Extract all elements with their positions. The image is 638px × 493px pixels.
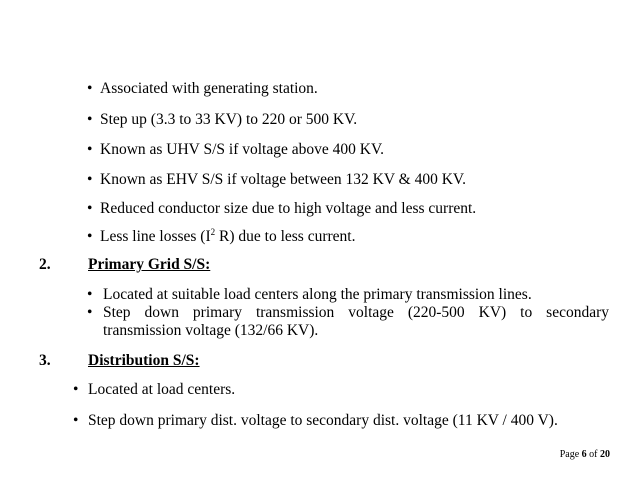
bullet-dot: • (73, 412, 79, 429)
superscript: 2 (210, 226, 216, 237)
list-item: Step down primary transmission voltage (220-500 KV) to secondary (103, 304, 609, 321)
list-item: Located at suitable load centers along the primary transmission lines. (103, 286, 532, 303)
page-of: of (589, 449, 598, 460)
list-item: Known as UHV S/S if voltage above 400 KV. (100, 141, 385, 158)
section-heading: Primary Grid S/S: (88, 256, 211, 273)
list-item: Located at load centers. (88, 381, 236, 398)
page-total: 20 (600, 449, 610, 460)
section-number: 2. (39, 256, 51, 273)
bullet-dot: • (87, 171, 93, 188)
list-item-text: R) due to less current. (215, 228, 356, 245)
section-heading: Distribution S/S: (88, 352, 200, 369)
bullet-dot: • (87, 228, 93, 245)
bullet-dot: • (73, 381, 79, 398)
section-number: 3. (39, 352, 51, 369)
page-current: 6 (581, 449, 587, 460)
list-item: Reduced conductor size due to high voltage and less current. (100, 200, 477, 217)
page-number (560, 449, 610, 461)
bullet-dot: • (87, 304, 93, 321)
list-item: Known as EHV S/S if voltage between 132 KV & 400 KV. (100, 171, 466, 188)
list-item (100, 228, 355, 246)
bullet-dot: • (87, 111, 93, 128)
list-item-text: Less line losses (I (100, 228, 211, 245)
page-label: Page (559, 449, 580, 460)
list-item-continuation: transmission voltage (132/66 KV). (103, 322, 319, 339)
bullet-dot: • (87, 200, 93, 217)
bullet-dot: • (87, 141, 93, 158)
bullet-dot: • (87, 286, 93, 303)
list-item: Associated with generating station. (100, 80, 318, 97)
bullet-dot: • (87, 80, 93, 97)
list-item: Step down primary dist. voltage to secondary dist. voltage (11 KV / 400 V). (88, 412, 558, 429)
list-item: Step up (3.3 to 33 KV) to 220 or 500 KV. (100, 111, 358, 128)
